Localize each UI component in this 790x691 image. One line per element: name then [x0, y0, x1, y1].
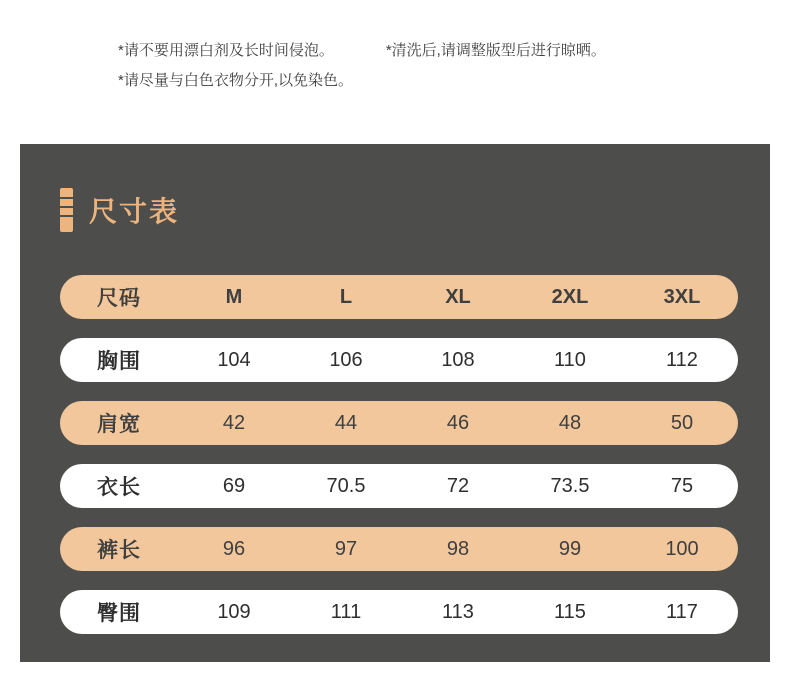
size-chart-heading	[60, 188, 179, 232]
size-chart-title: 尺寸表	[89, 196, 180, 227]
table-header-size-3xl: 3XL	[663, 285, 701, 308]
cell-pants-length-3xl: 100	[665, 537, 699, 560]
row-label-pants-length: 裤长	[97, 539, 141, 562]
cell-shoulder-3xl: 50	[670, 411, 694, 434]
cell-length-2xl: 73.5	[550, 474, 590, 497]
table-header-row	[60, 275, 738, 319]
cell-hip-3xl: 117	[666, 600, 698, 623]
table-row	[60, 464, 738, 508]
ruler-icon	[60, 188, 73, 232]
table-row	[60, 338, 738, 382]
cell-length-xl: 72	[446, 474, 470, 497]
row-label-chest: 胸围	[97, 350, 141, 373]
cell-pants-length-l: 97	[334, 537, 358, 560]
row-label-length: 衣长	[97, 476, 141, 499]
cell-chest-m: 104	[217, 348, 251, 371]
row-label-hip: 臀围	[97, 602, 141, 625]
cell-hip-2xl: 115	[554, 600, 586, 623]
table-row	[60, 527, 738, 571]
table-header-label: 尺码	[97, 287, 141, 310]
cell-chest-3xl: 112	[666, 348, 698, 371]
row-label-shoulder: 肩宽	[97, 413, 141, 436]
size-chart-panel	[20, 144, 770, 662]
cell-shoulder-xl: 46	[446, 411, 470, 434]
cell-shoulder-l: 44	[334, 411, 358, 434]
cell-pants-length-xl: 98	[446, 537, 470, 560]
cell-chest-l: 106	[329, 348, 363, 371]
care-note-drying: *清洗后,请调整版型后进行晾晒。	[385, 42, 606, 59]
care-note-bleach: *请不要用漂白剂及长时间侵泡。	[118, 42, 334, 59]
care-note-line-1	[0, 36, 790, 66]
care-instructions	[0, 36, 790, 96]
table-header-size-m: M	[225, 285, 243, 308]
table-row	[60, 590, 738, 634]
cell-hip-m: 109	[217, 600, 251, 623]
cell-shoulder-2xl: 48	[558, 411, 582, 434]
size-table	[60, 275, 738, 634]
cell-length-l: 70.5	[326, 474, 366, 497]
table-header-size-xl: XL	[445, 285, 471, 308]
cell-chest-xl: 108	[441, 348, 475, 371]
cell-pants-length-m: 96	[222, 537, 246, 560]
table-header-size-2xl: 2XL	[551, 285, 589, 308]
table-header-size-l: L	[339, 285, 353, 308]
cell-chest-2xl: 110	[554, 348, 586, 371]
cell-hip-l: 111	[330, 600, 362, 623]
care-note-line-2	[0, 66, 790, 96]
cell-length-m: 69	[222, 474, 246, 497]
cell-hip-xl: 113	[442, 600, 474, 623]
care-note-separate-wash: *请尽量与白色衣物分开,以免染色。	[118, 72, 354, 89]
cell-length-3xl: 75	[670, 474, 694, 497]
table-row	[60, 401, 738, 445]
cell-pants-length-2xl: 99	[558, 537, 582, 560]
cell-shoulder-m: 42	[222, 411, 246, 434]
